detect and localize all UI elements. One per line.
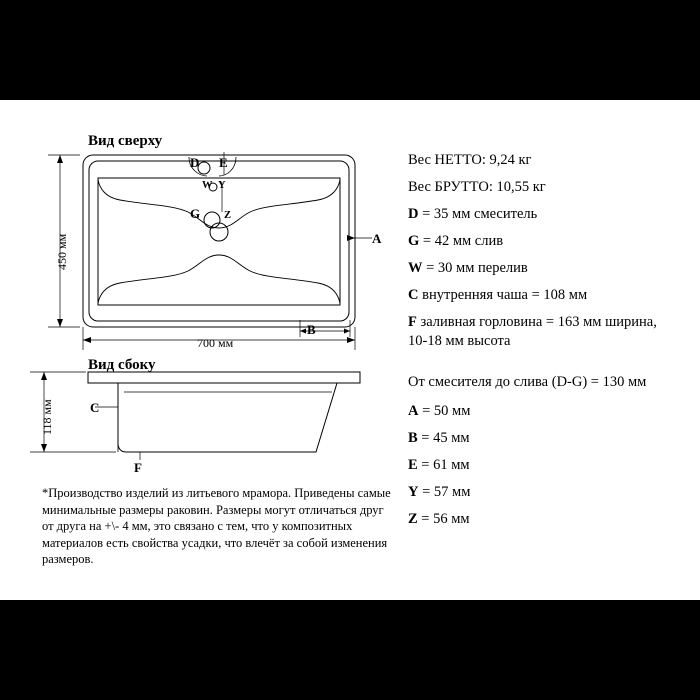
arrow-118-top <box>41 372 47 380</box>
marker-e: E <box>219 155 228 170</box>
marker-z: Z <box>224 210 232 221</box>
spec-item-f-second-line: 10-18 мм высота <box>408 333 511 349</box>
spec-text-y: = 57 мм <box>418 484 471 500</box>
arrow-118-bottom <box>41 444 47 452</box>
marker-c: C <box>90 400 100 415</box>
top-view-height-label: 450 мм <box>55 233 69 270</box>
spec-text-a: = 50 мм <box>418 403 471 419</box>
spec-key-c: C <box>408 287 419 303</box>
drawing-sheet <box>0 100 700 600</box>
spec-item-c <box>408 287 678 304</box>
spec-measure-z <box>408 511 678 528</box>
spec-item-f <box>408 314 678 331</box>
arrow-height-bottom <box>57 319 63 327</box>
marker-f: F <box>134 460 142 475</box>
side-view-bowl <box>118 383 337 452</box>
spec-text-d: = 35 мм смеситель <box>418 206 538 222</box>
spec-measure-e <box>408 457 678 474</box>
arrow-width-left <box>83 337 91 343</box>
spec-weight-netto: Вес НЕТТО: 9,24 кг <box>408 152 532 168</box>
spec-key-a: A <box>408 403 419 419</box>
bowl-lower-curve <box>98 255 340 305</box>
spec-item-d <box>408 206 678 223</box>
spec-measure-a <box>408 403 678 420</box>
spec-key-g: G <box>408 233 420 249</box>
marker-d: D <box>190 155 200 170</box>
spec-key-z: Z <box>408 511 418 527</box>
marker-y: Y <box>218 180 226 191</box>
spec-text-b: = 45 мм <box>417 430 470 446</box>
spec-text-z: = 56 мм <box>417 511 470 527</box>
spec-text-f: заливная горловина = 163 мм ширина, <box>416 314 657 330</box>
arrow-b-left <box>300 329 306 334</box>
spec-measure-y <box>408 484 678 501</box>
marker-w: W <box>202 180 213 191</box>
hole-z <box>210 223 228 241</box>
spec-text-g: = 42 мм слив <box>419 233 504 249</box>
marker-g: G <box>190 206 201 221</box>
spec-key-w: W <box>408 260 423 276</box>
specifications-panel <box>408 152 678 538</box>
marker-a: A <box>372 231 382 246</box>
spec-item-w <box>408 260 678 277</box>
spec-text-c: внутренняя чаша = 108 мм <box>418 287 588 303</box>
side-view-height-label: 118 мм <box>40 399 54 435</box>
spec-weight-brutto: Вес БРУТТО: 10,55 кг <box>408 179 546 195</box>
spec-distance-line: От смесителя до слива (D-G) = 130 мм <box>408 374 647 390</box>
spec-measure-b <box>408 430 678 447</box>
arrow-width-right <box>347 337 355 343</box>
top-view-width-label: 700 мм <box>197 336 234 350</box>
spec-key-f: F <box>408 314 417 330</box>
spec-key-e: E <box>408 457 418 473</box>
spec-text-w: = 30 мм перелив <box>422 260 528 276</box>
spec-text-e: = 61 мм <box>417 457 470 473</box>
side-view-title: Вид сбоку <box>88 357 156 373</box>
faucet-hole-d <box>198 162 210 174</box>
spec-item-g <box>408 233 678 250</box>
arrow-a <box>347 235 355 241</box>
spec-key-b: B <box>408 430 418 446</box>
arrow-b-right <box>344 329 350 334</box>
top-view-title: Вид сверху <box>88 133 163 149</box>
marker-b: B <box>307 322 316 337</box>
spec-key-y: Y <box>408 484 419 500</box>
spec-key-d: D <box>408 206 419 222</box>
footnote-text: *Производство изделий из литьевого мрамора. Приведены самые минимальные размеры раковин. Размеры могут отличаться друг от друга на +\- 4 мм, это связано с тем, что у композитных материалов есть свойства усадки, что влечёт за собой изменения размеров. <box>42 486 391 566</box>
arrow-height-top <box>57 155 63 163</box>
